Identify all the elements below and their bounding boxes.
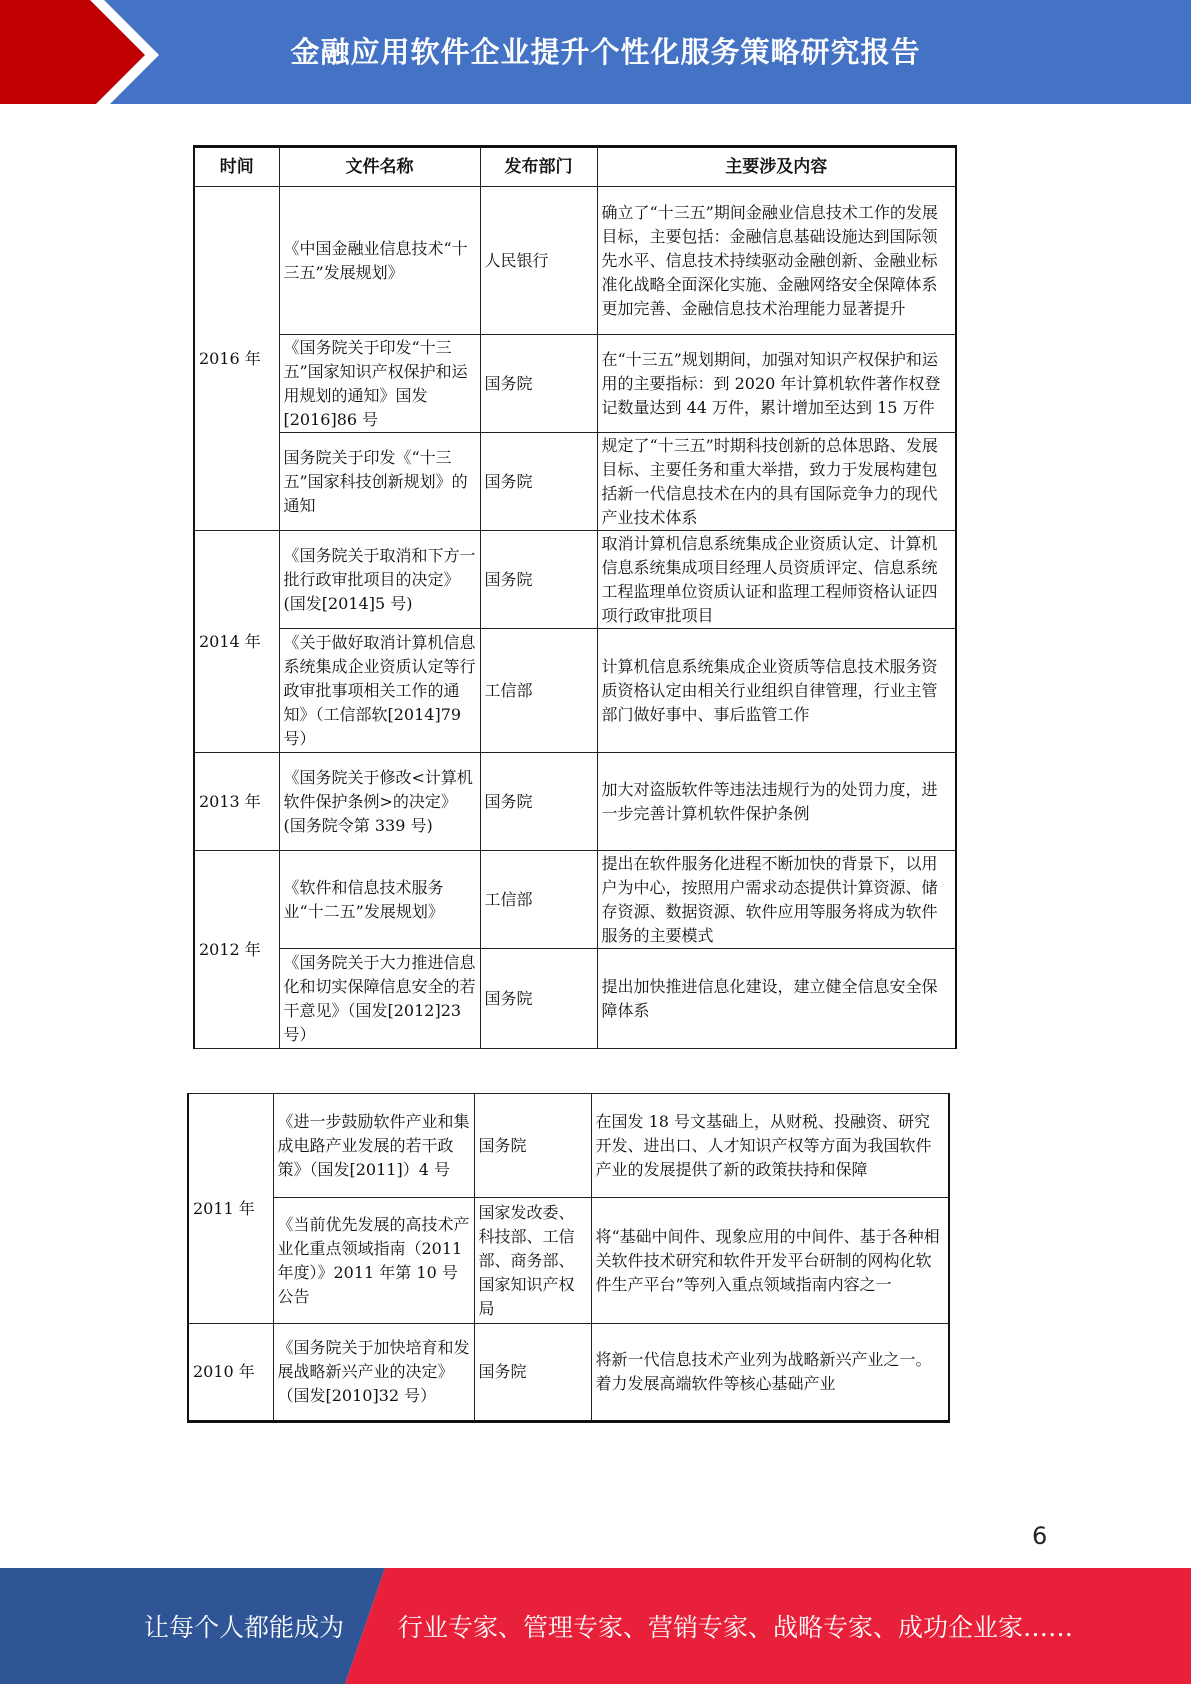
header-content: 主要涉及内容 [597,147,956,187]
header-doc-name: 文件名称 [279,147,480,187]
table-row [188,1324,949,1422]
year-cell: 2013 年 [194,753,279,851]
department-cell: 工信部 [480,851,597,949]
department-cell: 国务院 [480,433,597,531]
header-department: 发布部门 [480,147,597,187]
content-cell: 将新一代信息技术产业列为战略新兴产业之一。着力发展高端软件等核心基础产业 [591,1324,949,1422]
table-row [194,433,956,531]
content-cell: 取消计算机信息系统集成企业资质认定、计算机信息系统集成项目经理人员资质评定、信息系统工程监理单位资质认证和监理工程师资格认证四项行政审批项目 [597,531,956,629]
year-cell: 2016 年 [194,187,279,531]
department-cell: 国家发改委、科技部、工信部、商务部、国家知识产权局 [474,1198,591,1324]
year-cell: 2010 年 [188,1324,273,1422]
doc-name-cell: 《关于做好取消计算机信息系统集成企业资质认定等行政审批事项相关工作的通知》（工信部软[2014]79 号） [279,629,480,753]
report-title: 金融应用软件企业提升个性化服务策略研究报告 [290,35,921,69]
content-cell: 提出在软件服务化进程不断加快的背景下，以用户为中心，按照用户需求动态提供计算资源、储存资源、数据资源、软件应用等服务将成为软件服务的主要模式 [597,851,956,949]
doc-name-cell: 《国务院关于大力推进信息化和切实保障信息安全的若干意见》（国发[2012]23 号） [279,949,480,1049]
year-cell: 2011 年 [188,1094,273,1324]
doc-name-cell: 《软件和信息技术服务业“十二五”发展规划》 [279,851,480,949]
page-header [0,0,1191,110]
page-footer [0,1568,1191,1684]
footer-slogan-left: 让每个人都能成为 [144,1613,345,1642]
doc-name-cell: 《国务院关于取消和下方一批行政审批项目的决定》(国发[2014]5 号) [279,531,480,629]
header-time: 时间 [194,147,279,187]
table-header-row [194,147,956,187]
doc-name-cell: 《中国金融业信息技术“十三五”发展规划》 [279,187,480,335]
table-row [194,949,956,1049]
content-cell: 在国发 18 号文基础上，从财税、投融资、研究开发、进出口、人才知识产权等方面为我国软件产业的发展提供了新的政策扶持和保障 [591,1094,949,1198]
table-row [194,531,956,629]
footer-slogan-right: 行业专家、管理专家、营销专家、战略专家、成功企业家…… [398,1613,1074,1642]
content-cell: 将“基础中间件、现象应用的中间件、基于各种相关软件技术研究和软件开发平台研制的网构化软件生产平台”等列入重点领域指南内容之一 [591,1198,949,1324]
policy-table-part-2 [187,1093,950,1423]
table-row [188,1094,949,1198]
table-row [194,187,956,335]
page-number: 6 [1032,1522,1048,1550]
department-cell: 国务院 [480,531,597,629]
content-cell: 规定了“十三五”时期科技创新的总体思路、发展目标、主要任务和重大举措，致力于发展构建包括新一代信息技术在内的具有国际竞争力的现代产业技术体系 [597,433,956,531]
department-cell: 人民银行 [480,187,597,335]
content-cell: 加大对盗版软件等违法违规行为的处罚力度，进一步完善计算机软件保护条例 [597,753,956,851]
department-cell: 国务院 [474,1094,591,1198]
doc-name-cell: 《国务院关于加快培育和发展战略新兴产业的决定》（国发[2010]32 号） [273,1324,474,1422]
doc-name-cell: 《当前优先发展的高技术产业化重点领域指南（2011 年度）》2011 年第 10 号公告 [273,1198,474,1324]
content-cell: 确立了“十三五”期间金融业信息技术工作的发展目标，主要包括：金融信息基础设施达到国际领先水平、信息技术持续驱动金融创新、金融业标准化战略全面深化实施、金融网络安全保障体系更加完善、金融信息技术治理能力显著提升 [597,187,956,335]
content-cell: 计算机信息系统集成企业资质等信息技术服务资质资格认定由相关行业组织自律管理，行业主管部门做好事中、事后监管工作 [597,629,956,753]
doc-name-cell: 《国务院关于印发“十三五”国家知识产权保护和运用规划的通知》国发[2016]86 号 [279,335,480,433]
table-row [194,851,956,949]
policy-table-part-1 [193,145,957,1049]
year-cell: 2012 年 [194,851,279,1049]
department-cell: 国务院 [480,753,597,851]
table-row [194,753,956,851]
department-cell: 工信部 [480,629,597,753]
doc-name-cell: 《国务院关于修改<计算机软件保护条例>的决定》(国务院令第 339 号) [279,753,480,851]
table-row [194,335,956,433]
doc-name-cell: 国务院关于印发《“十三五”国家科技创新规划》的通知 [279,433,480,531]
department-cell: 国务院 [480,335,597,433]
table-row [188,1198,949,1324]
content-cell: 在“十三五”规划期间，加强对知识产权保护和运用的主要指标：到 2020 年计算机软件著作权登记数量达到 44 万件，累计增加至达到 15 万件 [597,335,956,433]
content-cell: 提出加快推进信息化建设，建立健全信息安全保障体系 [597,949,956,1049]
doc-name-cell: 《进一步鼓励软件产业和集成电路产业发展的若干政策》（国发[2011]）4 号 [273,1094,474,1198]
year-cell: 2014 年 [194,531,279,753]
table-row [194,629,956,753]
department-cell: 国务院 [480,949,597,1049]
department-cell: 国务院 [474,1324,591,1422]
